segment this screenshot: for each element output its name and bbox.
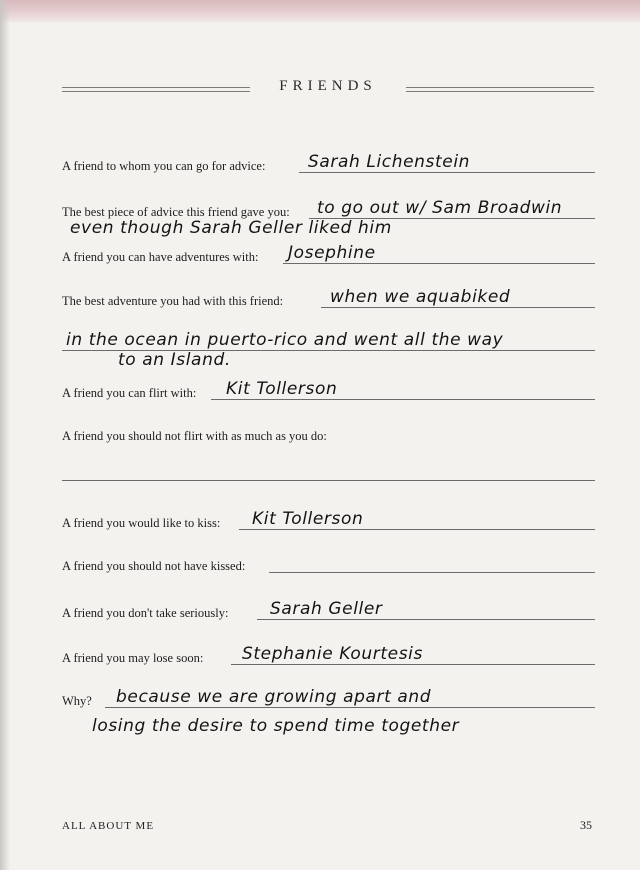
handwritten-answer: because we are growing apart and [116, 687, 432, 707]
entry-best-adventure [62, 281, 595, 311]
answer-line [257, 619, 595, 620]
page-number: 35 [580, 818, 592, 832]
handwritten-answer: to go out w/ Sam Broadwin [317, 198, 563, 218]
answer-line [299, 172, 595, 173]
prompt-text: A friend you may lose soon: [62, 651, 204, 665]
prompt-text: A friend to whom you can go for advice: [62, 159, 266, 173]
answer-line [239, 529, 595, 530]
answer-line [211, 399, 595, 400]
entry-why [62, 681, 595, 711]
header-rule-right [406, 87, 594, 92]
prompt-text: A friend you would like to kiss: [62, 516, 221, 530]
entry-may-lose [62, 638, 595, 668]
prompt-text: A friend you don't take seriously: [62, 606, 229, 620]
entry-flirt-friend [62, 373, 595, 403]
entry-should-not-flirt [62, 416, 595, 446]
book-title: ALL ABOUT ME [62, 820, 155, 832]
answer-line [62, 480, 595, 481]
prompt-text: The best piece of advice this friend gave you: [62, 205, 290, 219]
prompt-text: Why? [62, 694, 92, 708]
header-rule-left [62, 87, 250, 92]
entry-like-to-kiss [62, 503, 595, 533]
binding-shadow [0, 0, 10, 870]
entry-adventure-friend [62, 237, 595, 267]
answer-line [321, 307, 595, 308]
section-header [62, 78, 594, 102]
prompt-text: A friend you can flirt with: [62, 386, 197, 400]
entry-not-serious [62, 593, 595, 623]
prompt-text: A friend you should not flirt with as much as you do: [62, 429, 327, 443]
handwritten-answer: Kit Tollerson [226, 379, 338, 399]
answer-line [283, 263, 595, 264]
handwritten-answer: Sarah Geller [270, 599, 383, 619]
handwritten-answer: when we aquabiked [330, 287, 511, 307]
handwritten-answer: Kit Tollerson [252, 509, 364, 529]
handwritten-answer-continued: in the ocean in puerto-rico and went all the way [66, 330, 504, 350]
answer-line [231, 664, 595, 665]
prompt-text: A friend you can have adventures with: [62, 250, 259, 264]
prompt-text: The best adventure you had with this friend: [62, 294, 284, 308]
handwritten-answer-continued: to an Island. [118, 350, 231, 370]
prompt-text: A friend you should not have kissed: [62, 559, 246, 573]
handwritten-answer: Josephine [288, 243, 376, 263]
handwritten-answer: Stephanie Kourtesis [242, 644, 423, 664]
handwritten-answer: Sarah Lichenstein [308, 152, 471, 172]
answer-line [269, 572, 595, 573]
handwritten-answer-continued: losing the desire to spend time together [92, 716, 460, 736]
page-title: FRIENDS [279, 78, 377, 94]
page-top-edge [0, 0, 640, 22]
entry-should-not-have-kissed [62, 546, 595, 576]
handwritten-answer-continued: even though Sarah Geller liked him [70, 218, 392, 238]
entry-advice-friend [62, 146, 595, 176]
answer-line [105, 707, 595, 708]
